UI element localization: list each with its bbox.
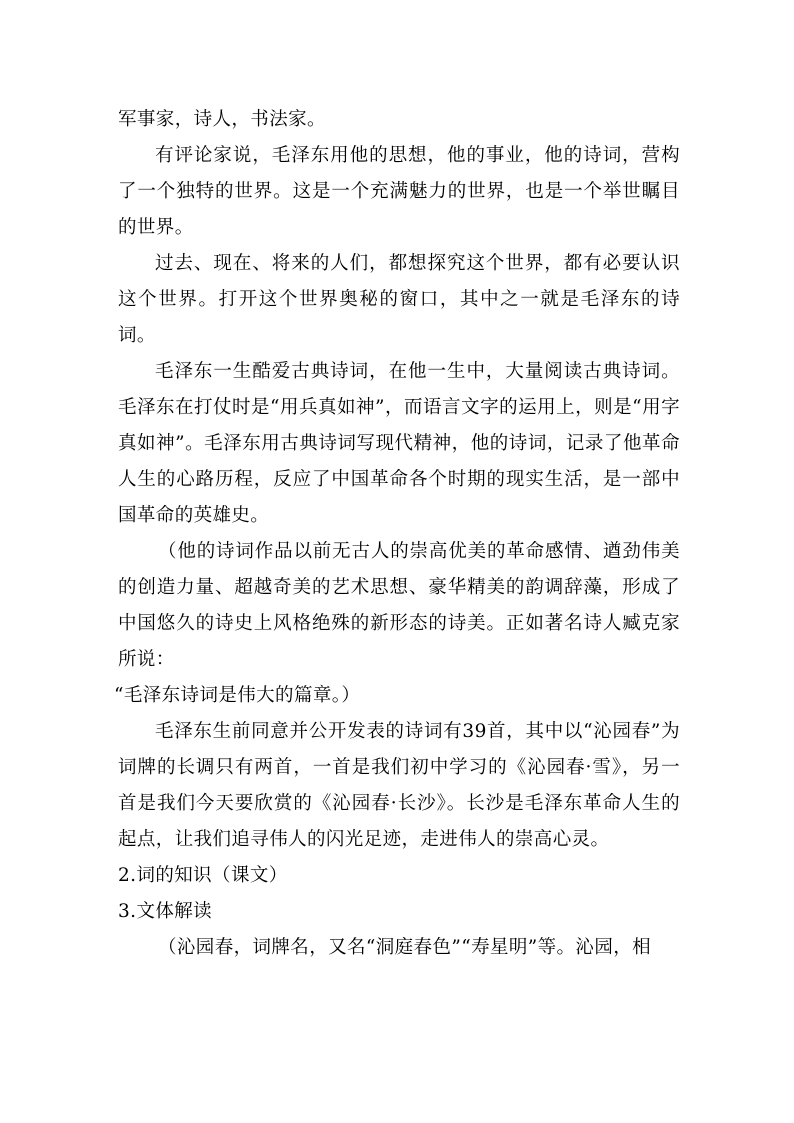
paragraph-critic-comment: 有评论家说，毛泽东用他的思想，他的事业，他的诗词，营构了一个独特的世界。这是一个充满魅力的世界，也是一个举世瞩目的世界。 [118, 145, 680, 238]
document-body [114, 102, 680, 966]
paragraph-love-classical-poetry: 毛泽东一生酷爱古典诗词，在他一生中，大量阅读古典诗词。毛泽东在打仗时是“用兵真如神”，而语言文字的运用上，则是“用字真如神”。毛泽东用古典诗词写现代精神，他的诗词，记录了他革命人生的心路历程，反应了中国革命各个时期的现实生活，是一部中国革命的英雄史。 [118, 361, 680, 526]
paragraph-poetry-praise: （他的诗词作品以前无古人的崇高优美的革命感情、遒劲伟美的创造力量、超越奇美的艺术思想、豪华精美的韵调辞藻，形成了中国悠久的诗史上风格绝殊的新形态的诗美。正如著名诗人臧克家所说： [118, 541, 680, 670]
section-heading-genre-interpretation: 3.文体解读 [118, 901, 213, 922]
section-heading-ci-knowledge: 2.词的知识（课文） [118, 865, 288, 886]
paragraph-continuation: 军事家，诗人，书法家。 [118, 109, 326, 130]
paragraph-explore-world: 过去、现在、将来的人们，都想探究这个世界，都有必要认识这个世界。打开这个世界奥秘的窗口，其中之一就是毛泽东的诗词。 [118, 253, 680, 346]
paragraph-published-poems: 毛泽东生前同意并公开发表的诗词有39首，其中以“沁园春”为词牌的长调只有两首，一首是我们初中学习的《沁园春·雪》，另一首是我们今天要欣赏的《沁园春·长沙》。长沙是毛泽东革命人生的起点，让我们追寻伟人的闪光足迹，走进伟人的崇高心灵。 [118, 721, 680, 850]
paragraph-quote: “毛泽东诗词是伟大的篇章。） [114, 685, 361, 706]
paragraph-qinyuanchun-intro: （沁园春，词牌名，又名“洞庭春色”“寿星明”等。沁园，相 [158, 937, 652, 958]
